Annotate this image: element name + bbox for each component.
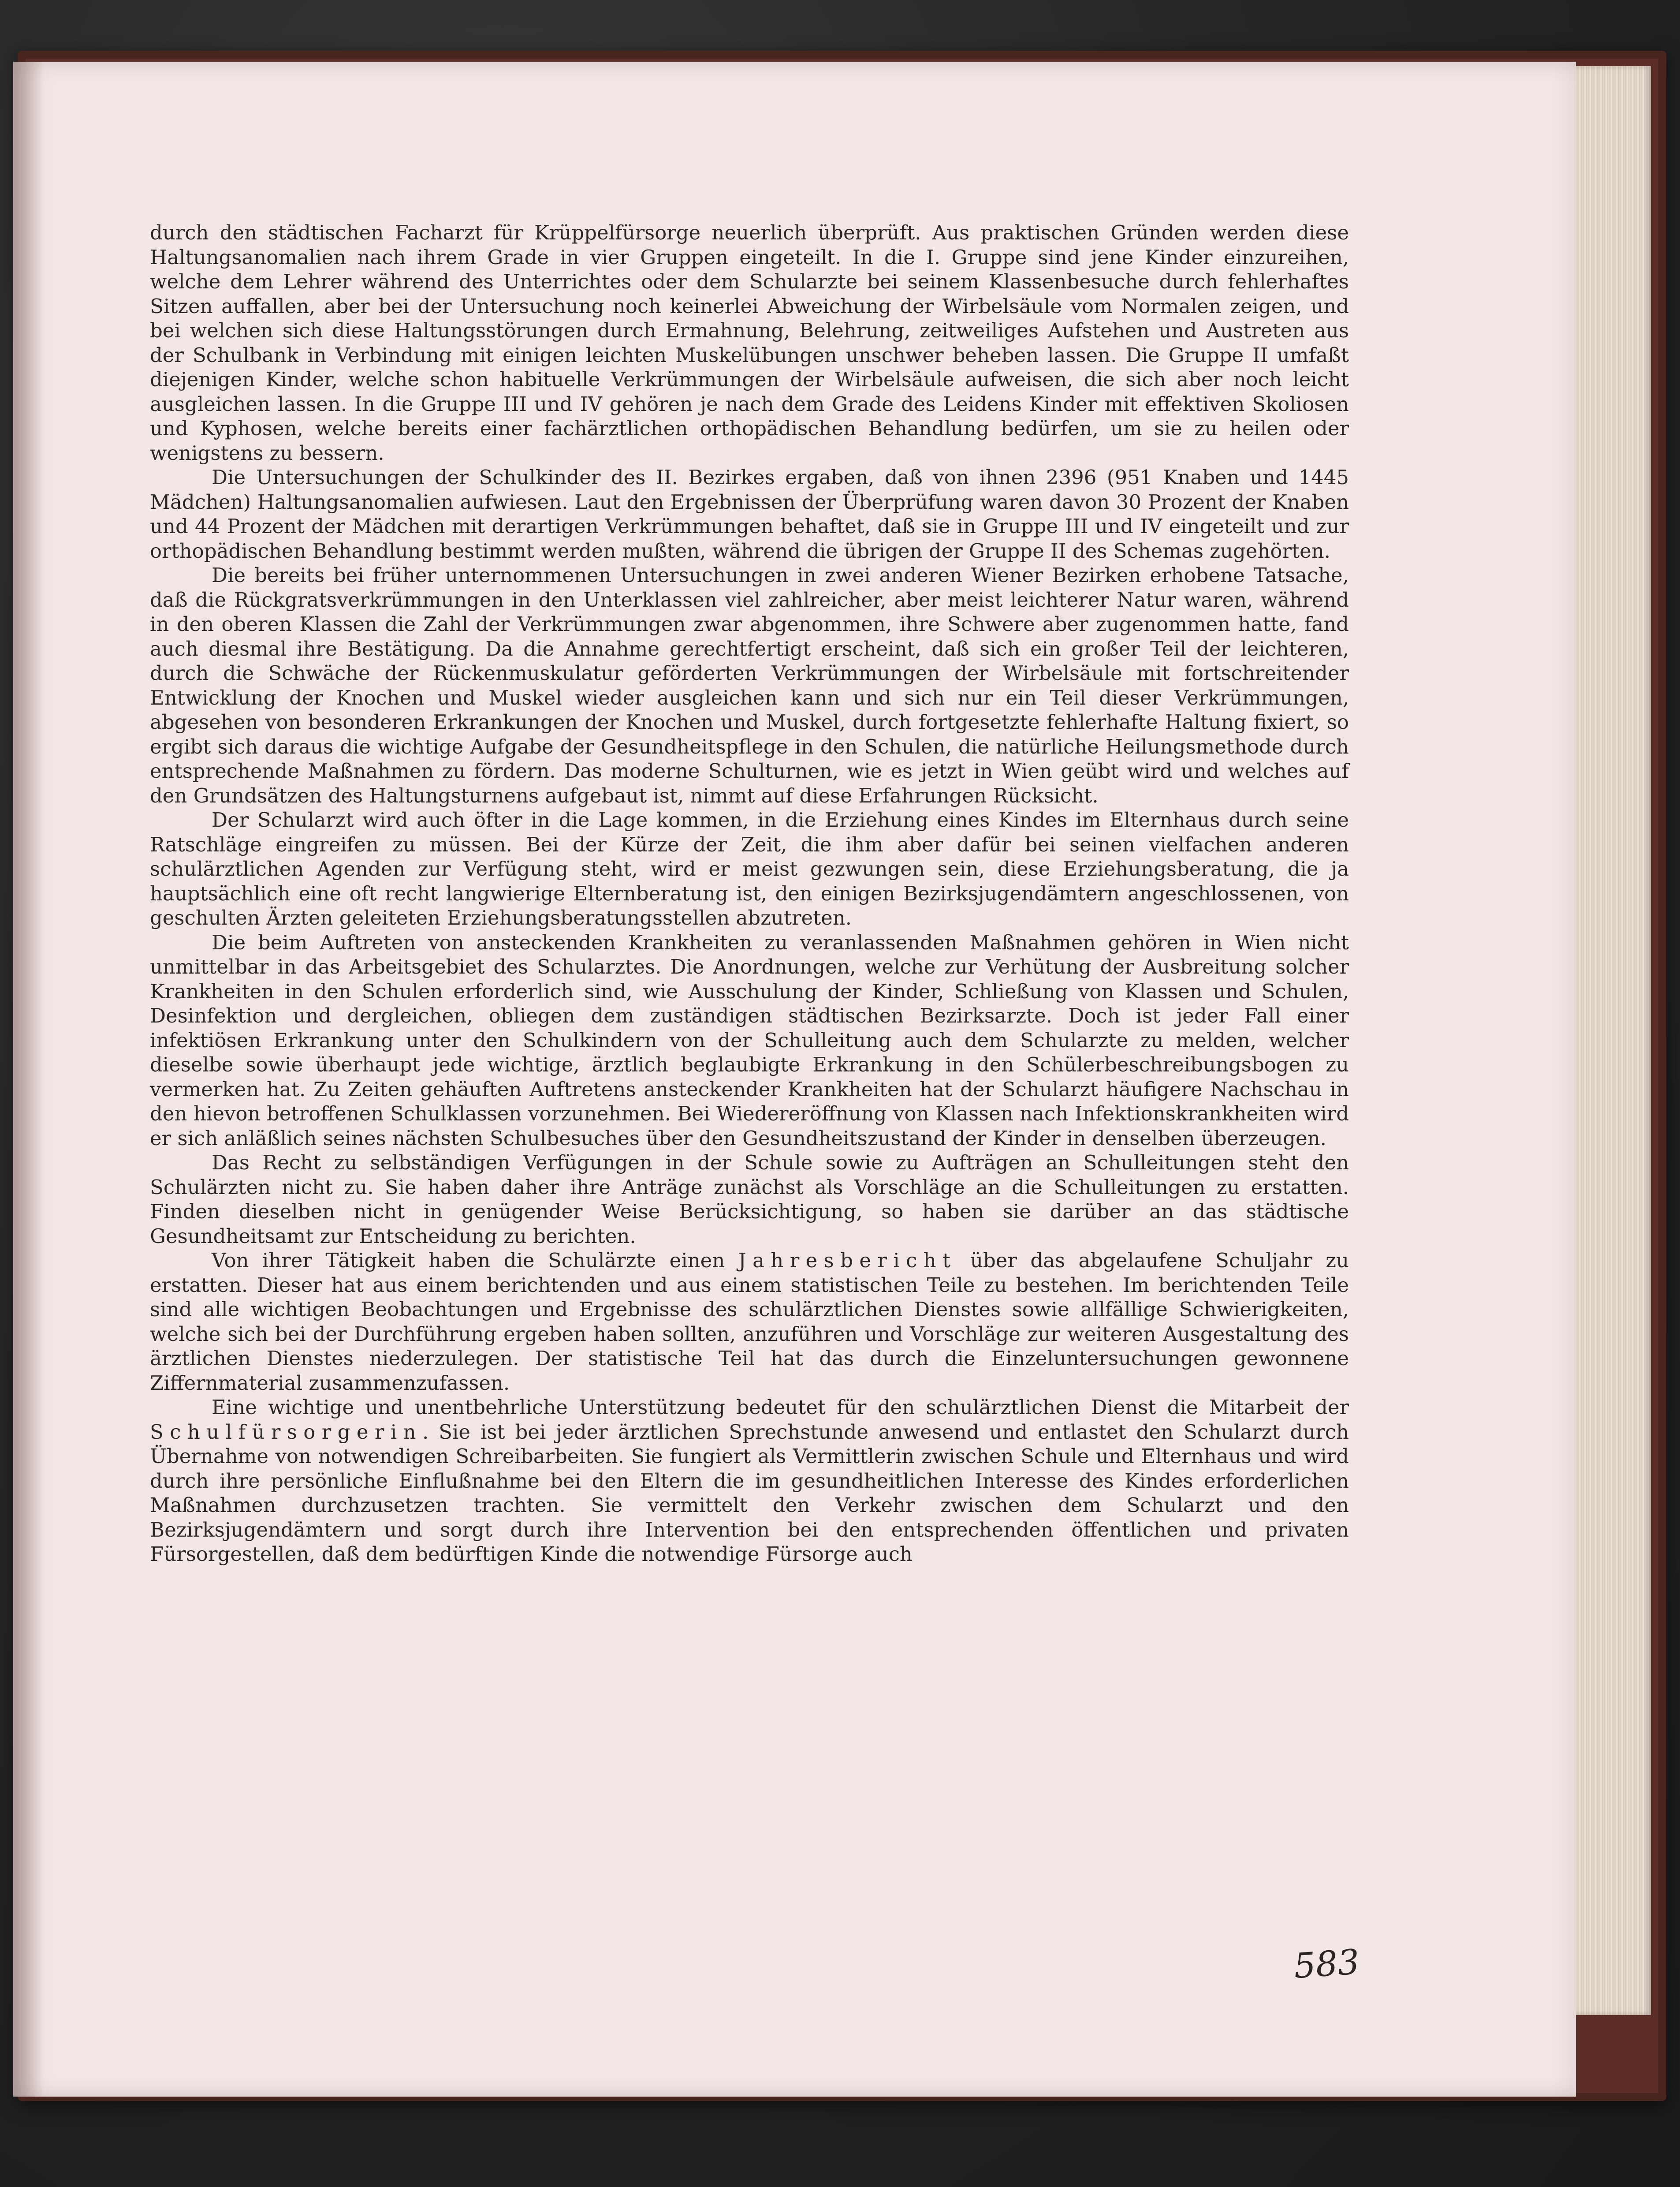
paragraph-4: Der Schularzt wird auch öfter in die Lage kommen, in die Erziehung eines Kindes im Elternhaus durch seine Ratschläge eingreifen zu müssen. Bei der Kürze der Zeit, die ihm aber dafür bei seinen vielfachen anderen schulärztlichen Agenden zur Verfügung steht, wird er meist gezwungen sein, diese Erziehungsberatung, die ja hauptsächlich eine oft recht langwierige Elternberatung ist, den einigen Bezirksjugendämtern angeschlossenen, von geschulten Ärzten geleiteten Erziehungsberatungsstellen abzutreten.: [150, 808, 1349, 929]
paragraph-6: Das Recht zu selbständigen Verfügungen in der Schule sowie zu Aufträgen an Schulleitungen steht den Schulärzten nicht zu. Sie haben daher ihre Anträge zunächst als Vorschläge an die Schulleitungen zu erstatten. Finden dieselben nicht in genügender Weise Berücksichtigung, so haben sie darüber an das städtische Gesundheitsamt zur Entscheidung zu berichten.: [150, 1151, 1349, 1248]
paragraph-8-rest: . Sie ist bei jeder ärztlichen Sprechstunde anwesend und entlastet den Schularzt durch Übernahme von notwendigen Schreibarbeiten. Sie fungiert als Vermittlerin zwischen Schule und Elternhaus und wird durch ihre persönliche Einflußnahme bei den Eltern die im gesundheitlichen Interesse des Kindes erforderlichen Maßnahmen durchzusetzen trachten. Sie vermittelt den Verkehr zwischen dem Schularzt und den Bezirksjugendämtern und sorgt durch ihre Intervention bei den entsprechenden öffentlichen und privaten Fürsorgestellen, daß dem bedürftigen Kinde die notwendige Fürsorge auch: [150, 1420, 1349, 1566]
emphasis-jahresbericht: Jahresbericht: [738, 1249, 957, 1272]
paragraph-5: Die beim Auftreten von ansteckenden Krankheiten zu veranlassenden Maßnahmen gehören in Wien nicht unmittelbar in das Arbeitsgebiet des Schularztes. Die Anordnungen, welche zur Verhütung der Ausbreitung solcher Krankheiten in den Schulen erforderlich sind, wie Ausschulung der Kinder, Schließung von Klassen und Schulen, Desinfektion und dergleichen, obliegen dem zuständigen städtischen Bezirksarzte. Doch ist jeder Fall einer infektiösen Erkrankung unter den Schulkindern von der Schulleitung auch dem Schularzte zu melden, welcher dieselbe sowie überhaupt jede wichtige, ärztlich beglaubigte Erkrankung in den Schülerbeschreibungsbogen zu vermerken hat. Zu Zeiten gehäuften Auftretens ansteckender Krankheiten hat der Schularzt häufigere Nachschau in den hievon betroffenen Schulklassen vorzunehmen. Bei Wiedereröffnung von Klassen nach Infektionskrankheiten wird er sich anläßlich seines nächsten Schulbesuches über den Gesundheitszustand der Kinder in denselben überzeugen.: [150, 930, 1349, 1150]
paragraph-7: [150, 1248, 1349, 1395]
book-page: [13, 62, 1576, 2097]
paragraph-8-text: Eine wichtige und unentbehrliche Unterstützung bedeutet für den schulärztlichen Dienst die Mitarbeit der: [212, 1396, 1349, 1419]
paragraph-2: Die Untersuchungen der Schulkinder des II. Bezirkes ergaben, daß von ihnen 2396 (951 Knaben und 1445 Mädchen) Haltungsanomalien aufwiesen. Laut den Ergebnissen der Überprüfung waren davon 30 Prozent der Knaben und 44 Prozent der Mädchen mit derartigen Verkrümmungen behaftet, daß sie in Gruppe III und IV eingeteilt und zur orthopädischen Behandlung bestimmt werden mußten, während die übrigen der Gruppe II des Schemas zugehörten.: [150, 466, 1349, 563]
paragraph-7-rest: über das abgelaufene Schuljahr zu erstatten. Dieser hat aus einem berichtenden und aus einem statistischen Teile zu bestehen. Im berichtenden Teile sind alle wichtigen Beobachtungen und Ergebnisse des schulärztlichen Dienstes sowie allfällige Schwierigkeiten, welche sich bei der Durchführung ergeben haben sollten, anzuführen und Vorschläge zur weiteren Ausgestaltung des ärztlichen Dienstes niederzulegen. Der statistische Teil hat das durch die Einzeluntersuchungen gewonnene Ziffernmaterial zusammenzufassen.: [150, 1249, 1349, 1395]
page-number: 583: [1293, 1942, 1361, 1987]
body-text: [150, 220, 1349, 1567]
paragraph-7-text: Von ihrer Tätigkeit haben die Schulärzte einen: [212, 1249, 738, 1272]
paragraph-3: Die bereits bei früher unternommenen Untersuchungen in zwei anderen Wiener Bezirken erhobene Tatsache, daß die Rückgratsverkrümmungen in den Unterklassen viel zahlreicher, aber meist leichterer Natur waren, während in den oberen Klassen die Zahl der Verkrümmungen zwar abgenommen, ihre Schwere aber zugenommen hatte, fand auch diesmal ihre Bestätigung. Da die Annahme gerechtfertigt erscheint, daß sich ein großer Teil der leichteren, durch die Schwäche der Rückenmuskulatur geförderten Verkrümmungen der Wirbelsäule mit fortschreitender Entwicklung der Knochen und Muskel wieder ausgleichen kann und sich nur ein Teil dieser Verkrümmungen, abgesehen von besonderen Erkrankungen der Knochen und Muskel, durch fortgesetzte fehlerhafte Haltung fixiert, so ergibt sich daraus die wichtige Aufgabe der Gesundheitspflege in den Schulen, die natürliche Heilungsmethode durch entsprechende Maßnahmen zu fördern. Das moderne Schulturnen, wie es jetzt in Wien geübt wird und welches auf den Grundsätzen des Haltungsturnens aufgebaut ist, nimmt auf diese Erfahrungen Rücksicht.: [150, 564, 1349, 807]
page-gutter: [13, 62, 44, 2097]
paragraph-1: durch den städtischen Facharzt für Krüppelfürsorge neuerlich überprüft. Aus praktischen Gründen werden diese Haltungsanomalien nach ihrem Grade in vier Gruppen eingeteilt. In die I. Gruppe sind jene Kinder einzureihen, welche dem Lehrer während des Unterrichtes oder dem Schularzte bei seinem Klassenbesuche durch fehlerhaftes Sitzen auffallen, aber bei der Untersuchung noch keinerlei Abweichung der Wirbelsäule vom Normalen zeigen, und bei welchen sich diese Haltungsstörungen durch Ermahnung, Belehrung, zeitweiliges Aufstehen und Austreten aus der Schulbank in Verbindung mit einigen leichten Muskelübungen unschwer beheben lassen. Die Gruppe II umfaßt diejenigen Kinder, welche schon habituelle Verkrümmungen der Wirbelsäule aufweisen, die sich aber noch leicht ausgleichen lassen. In die Gruppe III und IV gehören je nach dem Grade des Leidens Kinder mit effektiven Skoliosen und Kyphosen, welche bereits einer fachärztlichen orthopädischen Behandlung bedürfen, um sie zu heilen oder wenigstens zu bessern.: [150, 221, 1349, 465]
paragraph-8: [150, 1395, 1349, 1567]
emphasis-schulfuersorgerin: Schulfürsorgerin: [150, 1420, 422, 1444]
